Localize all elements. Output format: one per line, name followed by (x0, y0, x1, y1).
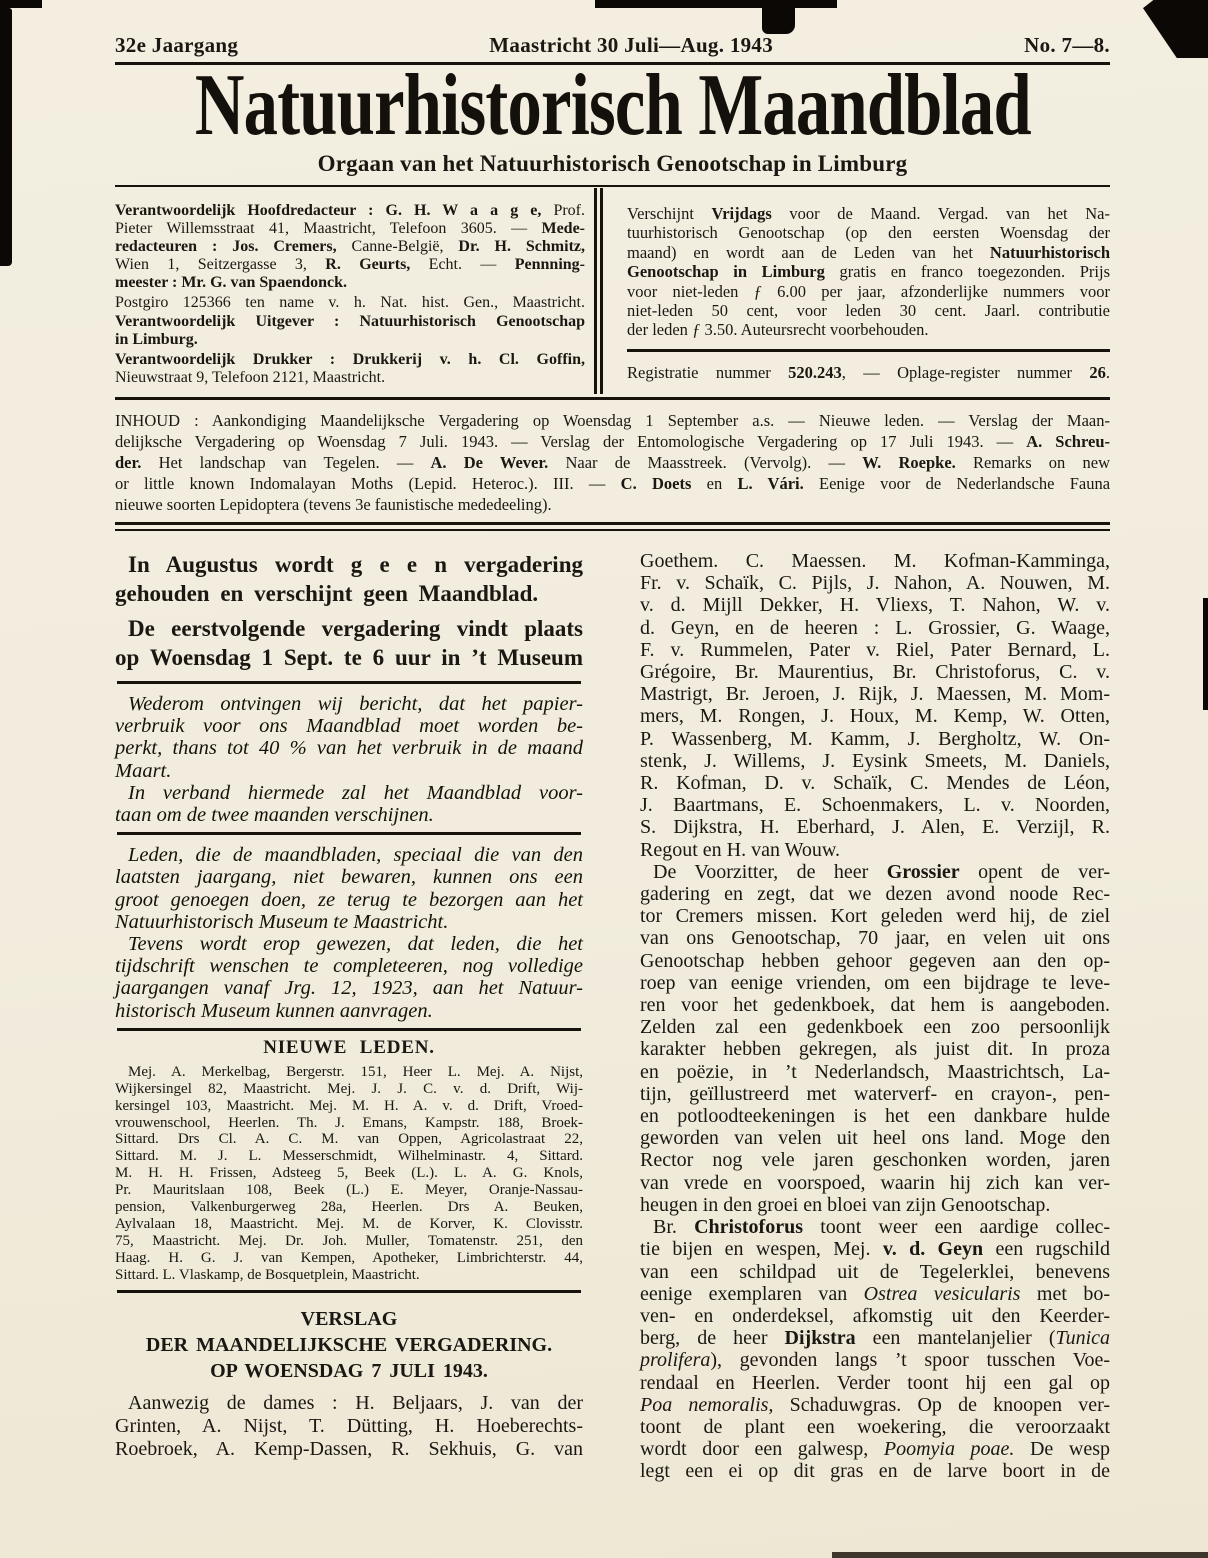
text-line: OP WOENSDAG 7 JULI 1943. (210, 1359, 488, 1382)
text-line: groot genoegen doen, ze terug te bezorgen aan het (115, 888, 583, 911)
scan-artifact (832, 1552, 1208, 1558)
text-line: J. Baartmans, E. Schoenmakers, L. v. Noorden, (640, 794, 1110, 817)
text-line: v. d. Mijll Dekker, H. Vliexs, T. Nahon, W. v. (640, 594, 1110, 617)
attendees-paragraph (115, 1392, 583, 1462)
section-heading-verslag (115, 1306, 583, 1384)
journal-title: Natuurhistorisch Maandblad (194, 57, 1031, 154)
text-line: Leden, die de maandbladen, speciaal die van den (128, 844, 583, 867)
text-line: niet-leden 50 cent, voor leden 30 cent. Jaarl. contributie (627, 301, 1110, 321)
issue-header-row (115, 33, 1110, 58)
text-line: tijdschrift wenschen te completeeren, nog volledige (115, 955, 583, 978)
paragraph (115, 410, 1110, 515)
return-issues-notice (115, 844, 583, 1022)
text-line: Wijkersingel 82, Maastricht. Mej. J. J. C. v. d. Drift, Wij- (115, 1080, 583, 1097)
body-right-column (640, 550, 1110, 1483)
text-line: Poa nemoralis, Schaduwgras. Op de knoopen ver- (640, 1393, 1111, 1416)
text-line: Zelden zal een gedenkboek een zoo persoonlijk (640, 1016, 1110, 1039)
text-line: der. Het landschap van Tegelen. — A. De Wever. Naar de Maasstreek. (Vervolg). — W. Roepke. Remarks on new (115, 453, 1110, 472)
paragraph (115, 1064, 583, 1284)
text-line: gehouden en verschijnt geen Maandblad. (115, 581, 539, 606)
text-line: d. Geyn, en de heeren : L. Grossier, G. Waage, (640, 616, 1110, 639)
text-line: rendaal en Heerlen. Verder toont hij een gal op (640, 1371, 1110, 1394)
text-line: en poëzie, in ’t Nederlandsch, Maastrichtsch, La- (640, 1060, 1110, 1083)
text-line: roep van eenige vrienden, om een bijdrage te leve- (640, 971, 1110, 994)
text-line: eenige exemplaren van Ostrea vesicularis met bo- (640, 1282, 1110, 1305)
text-line: meester : Mr. G. van Spaendonck. (115, 273, 347, 291)
text-line: heugen in den groei en bloei van zijn Genootschap. (640, 1193, 1051, 1216)
divider (117, 681, 581, 684)
scan-artifact (1203, 598, 1208, 710)
table-of-contents (115, 410, 1110, 515)
text-line: DER MAANDELIJKSCHE VERGADERING. (145, 1333, 553, 1356)
masthead (115, 198, 1110, 396)
text-line: tie bijen en wespen, Mej. v. d. Geyn een rugschild (640, 1238, 1111, 1261)
text-line: Verantwoordelijk Uitgever : Natuurhistorisch Genootschap (115, 313, 585, 331)
section-heading-nieuwe-leden: NIEUWE LEDEN. (263, 1036, 435, 1058)
text-line: Pr. Mauritslaan 108, Beek (L.) E. Meyer, Oranje-Nassau- (115, 1182, 583, 1199)
paragraph (115, 844, 583, 933)
paragraph (115, 202, 585, 292)
text-line: Goethem. C. Maessen. M. Kofman-Kamminga, (640, 550, 1110, 572)
text-line: Postgiro 125366 ten name v. h. Nat. hist. Gen., Maastricht. (115, 293, 585, 311)
subscription-info (627, 204, 1110, 340)
masthead-vertical-divider (594, 188, 603, 394)
text-line: Sittard. M. J. L. Messerschmidt, Wilhelminastr. 4, Sittard. (115, 1148, 583, 1165)
text-line: Wien 1, Seitzergasse 3, R. Geurts, Echt. — Pennning- (115, 255, 585, 273)
text-line: Nieuwstraat 9, Telefoon 2121, Maastricht. (115, 369, 386, 387)
text-line: ven- en onderdeksel, afkomstig uit den Keerder- (640, 1304, 1110, 1327)
paragraph (640, 861, 1110, 1216)
announcement-no-meeting (115, 550, 583, 608)
paragraph (115, 614, 583, 672)
text-line: F. v. Rummelen, Pater v. Riel, Pater Bernard, L. (640, 638, 1110, 661)
text-line: VERSLAG (300, 1307, 398, 1330)
scan-artifact (762, 0, 795, 34)
text-line: pension, Valkenburgerweg 28a, Heerlen. Drs A. Beuken, (115, 1199, 583, 1216)
text-line: INHOUD : Aankondiging Maandelijksche Vergadering op Woensdag 1 September a.s. — Nieuwe leden. — Verslag der Maan- (115, 411, 1110, 430)
text-line: historisch Museum kunnen aanvragen. (115, 999, 433, 1022)
issue-number-label: No. 7—8. (1024, 33, 1110, 57)
text-line: In Augustus wordt g e e n vergadering (128, 552, 583, 577)
text-line: Grinten, A. Nijst, T. Dütting, H. Hoeberechts- (115, 1415, 583, 1438)
text-line: van vrede en voorspoed, waarin hij zich kan ver- (640, 1171, 1110, 1194)
text-line: Natuurhistorisch Museum te Maastricht. (115, 910, 449, 933)
text-line: or little known Indomalayan Moths (Lepid. Heteroc.). III. — C. Doets en L. Vári. Eenige voor de Nederlandsche Fauna (115, 474, 1111, 493)
text-line: in Limburg. (115, 331, 198, 349)
text-line: Mej. A. Merkelbag, Bergerstr. 151, Heer L. Mej. A. Nijst, (128, 1063, 583, 1080)
text-line: stenk, J. Willems, J. Eysink Smeets, M. Daniels, (640, 749, 1110, 772)
text-line: Haag. H. G. J. van Kempen, Apotheker, Limbrichterstr. 44, (115, 1249, 583, 1266)
text-line: berg, de heer Dijkstra een mantelanjelier (Tunica (640, 1327, 1110, 1350)
scan-artifact (595, 0, 837, 8)
paragraph (115, 351, 585, 387)
text-line: laatsten jaargang, niet bewaren, kunnen ons een (115, 866, 583, 889)
paragraph (115, 933, 583, 1022)
text-line: Roebroek, A. Kemp-Dassen, R. Sekhuis, G. van (115, 1438, 583, 1461)
volume-label: 32e Jaargang (115, 33, 239, 57)
text-line: kersingel 103, Maastricht. Mej. M. H. A. v. d. Drift, Vroed- (115, 1097, 583, 1114)
scan-artifact (0, 8, 12, 266)
paragraph (115, 693, 583, 782)
paragraph (115, 313, 585, 349)
text-line: Verantwoordelijk Hoofdredacteur : G. H. W a a g e, Prof. (115, 202, 585, 219)
text-line: toont de plant een woekering, die veroorzaakt (640, 1415, 1110, 1438)
text-line: gadering en zegt, dat we dezen avond noode Rec- (640, 883, 1110, 906)
text-line: delijksche Vergadering op Woensdag 7 Juli. 1943. — Verslag der Entomologische Vergadering op 17 Juli 1943. — A. Schreu- (115, 432, 1110, 451)
paper-restriction-notice (115, 693, 583, 826)
text-line: taan om de twee maanden verschijnen. (115, 804, 434, 827)
text-line: geworden van velen uit heel ons land. Moge den (640, 1127, 1110, 1150)
text-line: 75, Maastricht. Mej. Dr. Joh. Muller, Tomatenstr. 251, den (115, 1232, 583, 1249)
text-line: ren voor het gedenkboek, dat hem is aangeboden. (640, 994, 1110, 1017)
text-line: jaargangen vanaf Jrg. 12, 1923, aan het Natuur- (115, 977, 583, 1000)
text-line: M. H. H. Frissen, Adsteeg 5, Beek (L.). L. A. G. Knols, (115, 1165, 583, 1182)
text-line: tijn, geïllustreerd met waterverf- en crayon-, pen- (640, 1082, 1110, 1105)
text-line: Grégoire, Br. Maurentius, Br. Christoforus, C. v. (640, 661, 1110, 684)
text-line: prolifera), gevonden langs ’t spoor tusschen Voe- (640, 1349, 1110, 1372)
paragraph (627, 363, 1110, 382)
text-line: Br. Christoforus toont weer een aardige collec- (653, 1216, 1110, 1239)
divider (115, 185, 1110, 187)
text-line: tuurhistorisch Genootschap (op den eersten Woensdag der (627, 223, 1110, 243)
text-line: Fr. v. Schaïk, C. Pijls, J. Nahon, A. Nouwen, M. (640, 572, 1110, 595)
text-line: De eerstvolgende vergadering vindt plaats (128, 616, 583, 641)
text-line: maand) en wordt aan de Leden van het Natuurhistorisch (627, 242, 1110, 262)
scan-artifact (0, 0, 42, 8)
text-line: Maart. (115, 759, 172, 782)
text-line: en potloodteekeningen is het een dankbare hulde (640, 1105, 1110, 1128)
body-left-column (115, 550, 583, 1462)
divider (115, 397, 1110, 400)
text-line: Aanwezig de dames : H. Beljaars, J. van der (128, 1391, 583, 1414)
text-line: Rector nog vele jaren geschonken worden, jaren (640, 1149, 1110, 1172)
divider (117, 1290, 581, 1293)
text-line: Genootschap in Limburg gratis en franco toegezonden. Prijs (627, 262, 1110, 282)
text-line: De Voorzitter, de heer Grossier opent de ver- (653, 860, 1110, 883)
text-line: In verband hiermede zal het Maandblad voor- (128, 781, 583, 804)
text-line: perkt, thans tot 40 % van het verbruik in de maand (115, 737, 583, 760)
text-line: Genootschap hebben gehoor gegeven aan den op- (640, 949, 1110, 972)
paragraph (627, 204, 1110, 340)
registration-line (627, 363, 1110, 382)
text-line: legt een ei op dit gras en de larve boort in de (640, 1460, 1110, 1483)
text-line: P. Wassenberg, M. Kamm, J. Bergholtz, W. On- (640, 727, 1110, 750)
issue-date-label: Maastricht 30 Juli—Aug. 1943 (489, 33, 774, 57)
text-line: Wederom ontvingen wij bericht, dat het papier- (128, 693, 583, 715)
scan-artifact (1143, 0, 1208, 58)
text-line: wordt door een galwesp, Poomyia poae. De wesp (640, 1438, 1110, 1461)
divider (117, 832, 581, 835)
text-line: van ons Genootschap, 70 jaar, en velen uit ons (640, 927, 1110, 950)
text-line: der leden ƒ 3.50. Auteursrecht voorbehouden. (627, 320, 929, 340)
text-line: Sittard. L. Vlaskamp, de Bosquetplein, Maastricht. (115, 1266, 420, 1283)
paragraph (115, 550, 583, 608)
text-line: verbruik voor ons Maandblad moet worden be- (115, 715, 583, 738)
text-line: Regout en H. van Wouw. (640, 838, 841, 861)
text-line: tor Cremers missen. Kort geleden werd hij, de ziel (640, 905, 1110, 928)
text-line: voor niet-leden ƒ 6.00 per jaar, afzonderlijke nummers voor (627, 281, 1110, 301)
paragraph (115, 1306, 583, 1384)
text-line: Aylvalaan 18, Maastricht. Mej. M. de Korver, K. Clovisstr. (115, 1216, 583, 1232)
journal-title-row (115, 57, 1110, 154)
publication-info-block (627, 204, 1110, 382)
editorial-info-block (115, 202, 585, 387)
paragraph (115, 1392, 583, 1462)
paragraph (115, 294, 585, 312)
text-line: Tevens wordt erop gewezen, dat leden, die het (128, 933, 583, 956)
text-line: karakter hebben gekregen, als juist dit. In proza (640, 1038, 1110, 1061)
double-divider (115, 522, 1110, 531)
text-line: Verschijnt Vrijdags voor de Maand. Vergad. van het Na- (627, 204, 1110, 223)
new-members-list (115, 1064, 583, 1284)
journal-subtitle: Orgaan van het Natuurhistorisch Genootschap in Limburg (317, 151, 908, 176)
announcement-next-meeting (115, 614, 583, 672)
text-line: nieuwe soorten Lepidoptera (tevens 3e faunistische mededeeling). (115, 495, 552, 514)
text-line: van een schildpad uit de Tegelerklei, benevens (640, 1260, 1110, 1283)
paragraph (640, 1216, 1110, 1482)
divider (117, 1028, 581, 1031)
text-line: Sittard. Drs Cl. A. C. M. van Oppen, Agricolastraat 22, (115, 1131, 583, 1148)
paragraph (115, 782, 583, 826)
text-line: vrouwenschool, Heerlen. Th. J. Emans, Kampstr. 188, Broek- (115, 1114, 583, 1131)
text-line: R. Kofman, D. v. Schaïk, C. Mendes de Léon, (640, 772, 1110, 795)
text-line: Verantwoordelijk Drukker : Drukkerij v. h. Cl. Goffin, (115, 351, 585, 369)
text-line: redacteuren : Jos. Cremers, Canne-België, Dr. H. Schmitz, (115, 237, 585, 255)
text-line: op Woensdag 1 Sept. te 6 uur in ’t Museum (115, 645, 583, 670)
text-line: Mastrigt, Br. Jeroen, J. Rijk, J. Maessen, M. Mom- (640, 683, 1110, 706)
text-line: Pieter Willemsstraat 41, Maastricht, Telefoon 3605. — Mede- (115, 219, 585, 237)
text-line: Registratie nummer 520.243, — Oplage-register nummer 26. (627, 362, 1110, 382)
text-line: mers, M. Rongen, J. Houx, M. Kemp, W. Otten, (640, 705, 1110, 728)
text-line: S. Dijkstra, H. Eberhard, J. Alen, E. Verzijl, R. (640, 816, 1110, 839)
paragraph (640, 550, 1110, 861)
divider (627, 349, 1110, 352)
